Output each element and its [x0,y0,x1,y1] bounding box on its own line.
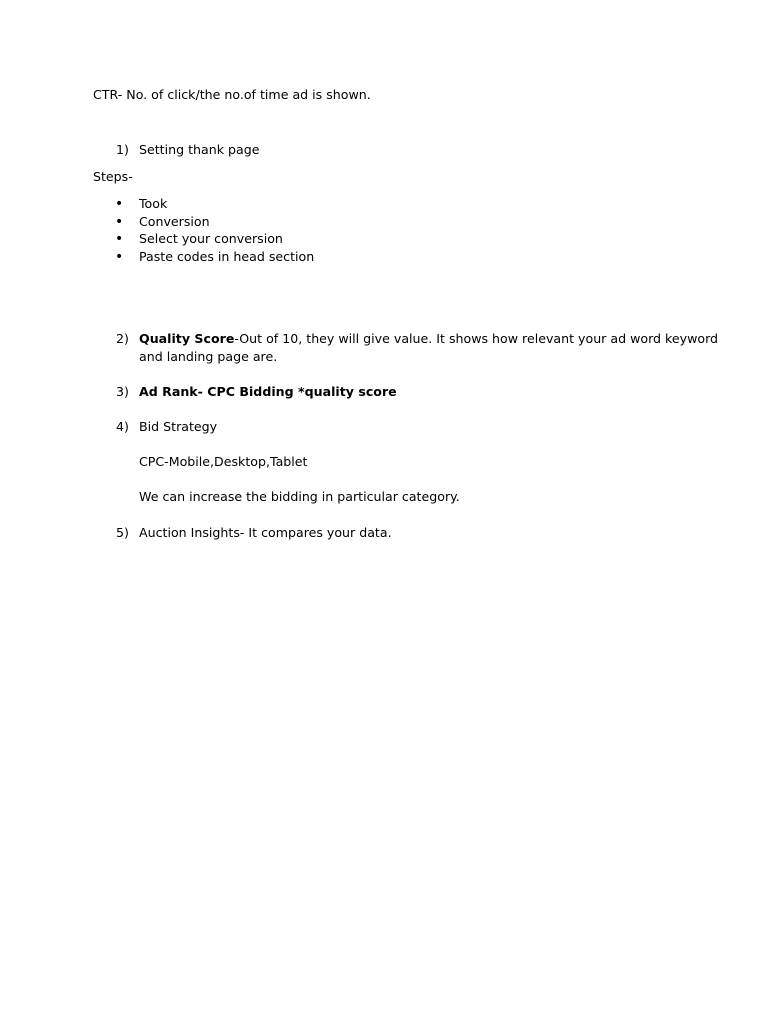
bullet-item-conversion: Conversion [139,214,210,229]
list-item-ad-rank [139,383,397,401]
list-item-auction-insights: Auction Insights- It compares your data. [139,525,392,540]
bullet-icon: • [115,249,124,265]
bullet-item-paste-codes: Paste codes in head section [139,249,315,264]
list-number-4: 4) [116,419,129,434]
ad-rank-term: Ad Rank- CPC Bidding *quality score [139,384,397,399]
ctr-definition: CTR- No. of click/the no.of time ad is shown. [93,87,371,102]
list-number-3: 3) [116,384,129,399]
quality-score-description-cont: and landing page are. [139,349,278,364]
list-item-setting-thank-page: Setting thank page [139,142,260,157]
list-number-5: 5) [116,525,129,540]
bullet-item-took: Took [139,196,168,211]
bullet-item-select-conversion: Select your conversion [139,231,283,246]
list-number-2: 2) [116,331,129,346]
list-item-quality-score [139,330,718,348]
steps-label: Steps- [93,169,133,184]
bullet-icon: • [115,196,124,212]
bid-strategy-devices: CPC-Mobile,Desktop,Tablet [139,454,308,469]
bid-strategy-note: We can increase the bidding in particular category. [139,489,460,504]
quality-score-term: Quality Score [139,331,235,346]
quality-score-description: -Out of 10, they will give value. It shows how relevant your ad word keyword [234,331,719,346]
bullet-icon: • [115,231,124,247]
bullet-icon: • [115,214,124,230]
list-item-bid-strategy: Bid Strategy [139,419,218,434]
list-number-1: 1) [116,142,129,157]
